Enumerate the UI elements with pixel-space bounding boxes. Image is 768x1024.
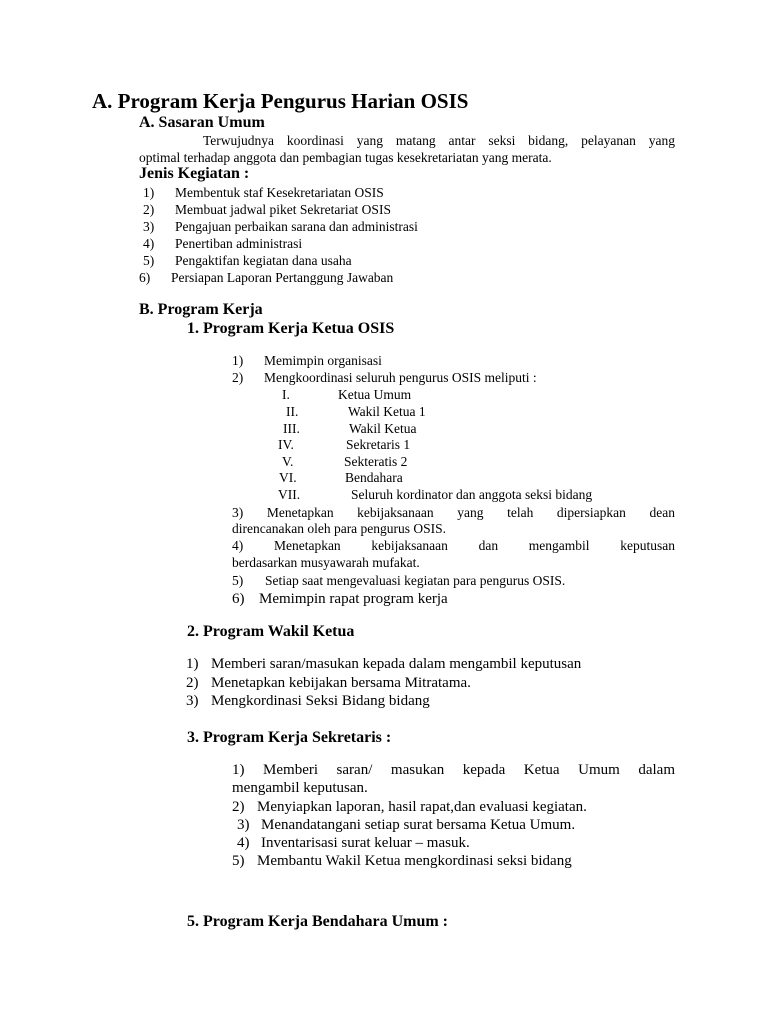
sekretaris-item1-line1: 1) Memberi saran/ masukan kepada Ketua Umum dalam [232,762,675,778]
roman-numeral: II. [286,404,299,419]
sekretaris-item-text: Menandatangani setiap surat bersama Ketua Umum. [261,817,576,833]
wakil-item-number: 2) [186,675,199,691]
wakil-heading: 2. Program Wakil Ketua [187,623,355,640]
roman-text: Seluruh kordinator dan anggota seksi bidang [351,487,593,502]
sekretaris-item [232,800,587,815]
ketua-item-text: Setiap saat mengevaluasi kegiatan para pengurus OSIS. [265,573,566,588]
sekretaris-item [237,818,575,833]
wakil-item-number: 1) [186,656,199,672]
jenis-item [143,237,302,251]
wakil-item [186,657,581,672]
jenis-item-number: 5) [143,253,155,268]
roman-numeral: III. [283,421,300,436]
sasaran-text-line1: Terwujudnya koordinasi yang matang antar seksi bidang, pelayanan yang [203,133,675,148]
ketua-item3-line2: direncanakan oleh para pengurus OSIS. [232,521,447,536]
ketua-item-number: 5) [232,573,244,588]
ketua-item [232,592,448,607]
sekretaris-item1-line2: mengambil keputusan. [232,780,368,796]
roman-text: Wakil Ketua [349,421,417,436]
jenis-item-text: Pengajuan perbaikan sarana dan administrasi [175,219,418,234]
jenis-item-text: Pengaktifan kegiatan dana usaha [175,253,352,268]
jenis-item-number: 2) [143,202,155,217]
jenis-item-number: 3) [143,219,155,234]
sekretaris-item-number: 3) [237,817,250,833]
wakil-item-text: Mengkordinasi Seksi Bidang bidang [211,693,430,709]
wakil-item-number: 3) [186,693,199,709]
roman-numeral: I. [282,387,290,402]
roman-numeral: IV. [278,437,294,452]
ketua-item-number: 2) [232,370,244,385]
roman-numeral: VII. [278,487,301,502]
jenis-item-text: Persiapan Laporan Pertanggung Jawaban [171,270,394,285]
wakil-item-text: Memberi saran/masukan kepada dalam mengambil keputusan [211,656,582,672]
ketua-item-text: Memimpin rapat program kerja [259,591,448,607]
jenis-item [143,254,352,268]
sekretaris-item-text: Menyiapkan laporan, hasil rapat,dan evaluasi kegiatan. [257,799,587,815]
bendahara-heading: 5. Program Kerja Bendahara Umum : [187,913,448,930]
wakil-item [186,694,430,709]
jenis-item [143,220,418,234]
sekretaris-item-number: 2) [232,799,245,815]
roman-text: Wakil Ketua 1 [348,404,426,419]
sekretaris-item-number: 4) [237,835,250,851]
ketua-item3-line1: 3) Menetapkan kebijaksanaan yang telah dipersiapkan dean [232,505,675,520]
wakil-item [186,676,471,691]
ketua-heading: 1. Program Kerja Ketua OSIS [187,320,395,337]
jenis-item-text: Membentuk staf Kesekretariatan OSIS [175,185,384,200]
roman-numeral: VI. [279,470,297,485]
sekretaris-item [232,854,572,869]
sekretaris-item-number: 5) [232,853,245,869]
jenis-item-text: Membuat jadwal piket Sekretariat OSIS [175,202,391,217]
jenis-item [143,186,384,200]
roman-item [282,455,407,469]
sekretaris-heading: 3. Program Kerja Sekretaris : [187,729,392,746]
jenis-kegiatan-heading: Jenis Kegiatan : [139,165,250,182]
roman-item [279,471,403,485]
ketua-item4-line1: 4) Menetapkan kebijaksanaan dan mengambil keputusan [232,538,675,553]
ketua-item-text: Memimpin organisasi [264,353,382,368]
jenis-item-text: Penertiban administrasi [175,236,303,251]
ketua-item [232,574,565,588]
ketua-item4-line2: berdasarkan musyawarah mufakat. [232,555,420,570]
roman-item [286,405,426,419]
roman-text: Bendahara [345,470,403,485]
jenis-item-number: 4) [143,236,155,251]
sekretaris-item [237,836,470,851]
roman-numeral: V. [282,454,294,469]
roman-item [283,422,417,436]
roman-text: Sekteratis 2 [344,454,408,469]
roman-item [282,388,411,402]
jenis-item-number: 6) [139,270,151,285]
sasaran-heading: A. Sasaran Umum [139,114,265,131]
jenis-item [139,271,393,285]
ketua-item-number: 6) [232,591,245,607]
roman-item [278,488,592,502]
roman-text: Ketua Umum [338,387,412,402]
ketua-item [232,371,537,385]
program-kerja-heading: B. Program Kerja [139,301,263,318]
jenis-item-number: 1) [143,185,155,200]
jenis-item [143,203,391,217]
sekretaris-item-text: Inventarisasi surat keluar – masuk. [261,835,470,851]
ketua-item-text: Mengkoordinasi seluruh pengurus OSIS meliputi : [264,370,537,385]
roman-text: Sekretaris 1 [346,437,411,452]
wakil-item-text: Menetapkan kebijakan bersama Mitratama. [211,675,471,691]
page-title: A. Program Kerja Pengurus Harian OSIS [92,89,469,113]
sasaran-text-line2: optimal terhadap anggota dan pembagian tugas kesekretariatan yang merata. [139,150,552,165]
ketua-item [232,354,382,368]
ketua-item-number: 1) [232,353,244,368]
sekretaris-item-text: Membantu Wakil Ketua mengkordinasi seksi bidang [257,853,572,869]
roman-item [278,438,410,452]
